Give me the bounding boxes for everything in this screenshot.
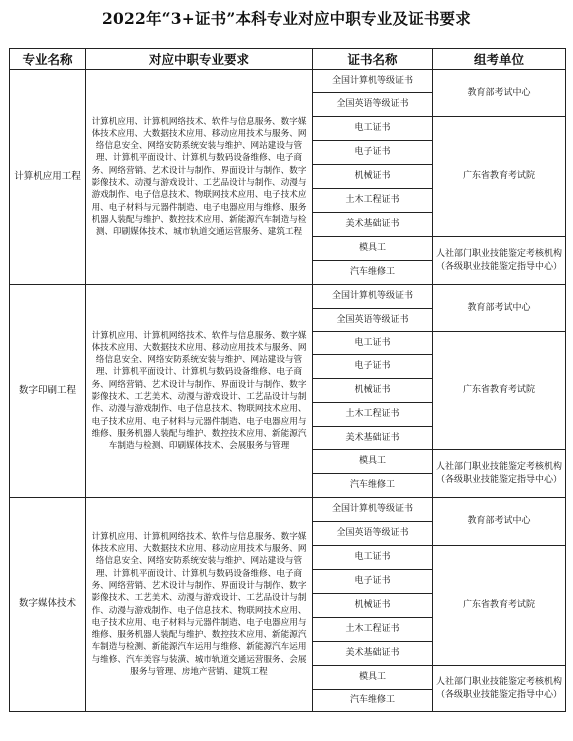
table-row bbox=[10, 498, 566, 522]
organizer: 教育部考试中心 bbox=[433, 285, 566, 332]
requirements-table bbox=[9, 48, 566, 712]
cert-name: 全国英语等级证书 bbox=[313, 309, 433, 332]
major-name: 计算机应用工程 bbox=[10, 70, 86, 285]
requirements-text: 计算机应用、计算机网络技术、软件与信息服务、数字媒体技术应用、大数据技术应用、移动应用技术与服务、网络信息安全、网络安防系统安装与维护、网站建设与管理、计算机平面设计、计算机与数码设备维修、电子商务、网络营销、艺术设计与制作、界面设计与制作、数字影像技术、动漫与游戏设计、工艺品设计与制作、动漫与游戏制作、电子信息技术、物联网技术应用、电子技术应用、电子材料与元器件制造、电子电器应用与维修、服务机器人装配与维护、数控技术应用、新能源汽车制造与检测、印刷媒体技术、城市轨道交通运营服务、建筑工程 bbox=[86, 70, 313, 285]
cert-name: 全国英语等级证书 bbox=[313, 93, 433, 117]
cert-name: 土木工程证书 bbox=[313, 189, 433, 213]
header-certificate: 证书名称 bbox=[313, 49, 433, 70]
major-name: 数字媒体技术 bbox=[10, 498, 86, 712]
cert-name: 土木工程证书 bbox=[313, 618, 433, 642]
cert-name: 模具工 bbox=[313, 237, 433, 261]
cert-name: 电工证书 bbox=[313, 332, 433, 355]
cert-name: 全国计算机等级证书 bbox=[313, 285, 433, 309]
organizer: 广东省教育考试院 bbox=[433, 117, 566, 237]
requirements-text: 计算机应用、计算机网络技术、软件与信息服务、数字媒体技术应用、大数据技术应用、移动应用技术与服务、网络信息安全、网络安防系统安装与维护、网站建设与管理、计算机平面设计、计算机与数码设备维修、电子商务、网络营销、艺术设计与制作、界面设计与制作、数字影像技术、工艺美术、动漫与游戏设计、工艺品设计与制作、动漫与游戏制作、电子信息技术、物联网技术应用、电子技术应用、电子材料与元器件制造、电子电器应用与维修、服务机器人装配与维护、数控技术应用、新能源汽车制造与检测、新能源汽车运用与维修、新能源汽车运用与维修、汽车美容与装潢、城市轨道交通运营服务、会展服务与管理、房地产营销、建筑工程 bbox=[86, 498, 313, 712]
cert-name: 电工证书 bbox=[313, 117, 433, 141]
cert-name: 电工证书 bbox=[313, 546, 433, 570]
cert-name: 美术基础证书 bbox=[313, 213, 433, 237]
cert-name: 模具工 bbox=[313, 450, 433, 474]
cert-name: 全国计算机等级证书 bbox=[313, 70, 433, 93]
cert-name: 美术基础证书 bbox=[313, 642, 433, 666]
cert-name: 电子证书 bbox=[313, 355, 433, 379]
organizer: 人社部门职业技能鉴定考核机构（各级职业技能鉴定指导中心） bbox=[433, 237, 566, 285]
organizer: 广东省教育考试院 bbox=[433, 546, 566, 666]
requirements-text: 计算机应用、计算机网络技术、软件与信息服务、数字媒体技术应用、大数据技术应用、移动应用技术与服务、网络信息安全、网络安防系统安装与维护、网站建设与管理、计算机平面设计、计算机与数码设备维修、电子商务、网络营销、艺术设计与制作、界面设计与制作、数字影像技术、工艺美术、动漫与游戏设计、工艺品设计与制作、动漫与游戏制作、电子信息技术、物联网技术应用、电子技术应用、电子材料与元器件制造、电子电器应用与维修、服务机器人装配与维护、数控技术应用、新能源汽车制造与检测、印刷媒体技术、会展服务与管理 bbox=[86, 285, 313, 498]
table-header-row bbox=[10, 49, 566, 70]
cert-name: 电子证书 bbox=[313, 570, 433, 594]
cert-name: 机械证书 bbox=[313, 594, 433, 618]
cert-name: 电子证书 bbox=[313, 141, 433, 165]
table-row bbox=[10, 285, 566, 309]
header-requirements: 对应中职专业要求 bbox=[86, 49, 313, 70]
cert-name: 机械证书 bbox=[313, 379, 433, 403]
organizer: 广东省教育考试院 bbox=[433, 332, 566, 450]
major-name: 数字印刷工程 bbox=[10, 285, 86, 498]
cert-name: 机械证书 bbox=[313, 165, 433, 189]
table-row bbox=[10, 70, 566, 93]
organizer: 教育部考试中心 bbox=[433, 70, 566, 117]
header-organizer: 组考单位 bbox=[433, 49, 566, 70]
cert-name: 全国计算机等级证书 bbox=[313, 498, 433, 522]
cert-name: 全国英语等级证书 bbox=[313, 522, 433, 546]
cert-name: 汽车维修工 bbox=[313, 474, 433, 498]
cert-name: 模具工 bbox=[313, 666, 433, 690]
cert-name: 美术基础证书 bbox=[313, 427, 433, 450]
organizer: 人社部门职业技能鉴定考核机构（各级职业技能鉴定指导中心） bbox=[433, 666, 566, 712]
cert-name: 汽车维修工 bbox=[313, 690, 433, 712]
page-title: 2022年“3+证书”本科专业对应中职专业及证书要求 bbox=[102, 9, 471, 28]
cert-name: 汽车维修工 bbox=[313, 261, 433, 285]
header-major: 专业名称 bbox=[10, 49, 86, 70]
organizer: 人社部门职业技能鉴定考核机构（各级职业技能鉴定指导中心） bbox=[433, 450, 566, 498]
cert-name: 土木工程证书 bbox=[313, 403, 433, 427]
organizer: 教育部考试中心 bbox=[433, 498, 566, 546]
